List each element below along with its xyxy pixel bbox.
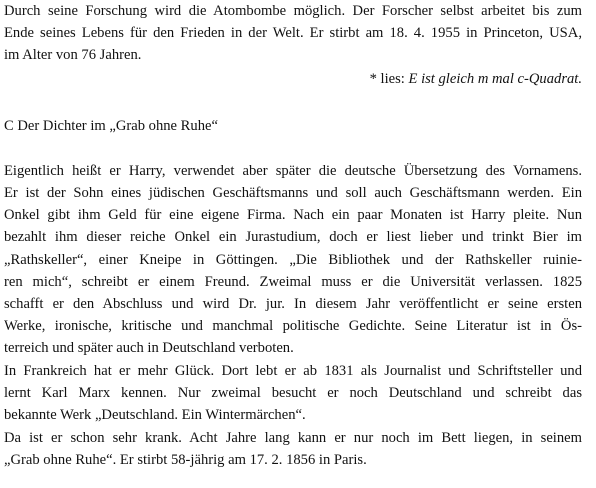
body-line-2: Er ist der Sohn eines jüdischen Geschäftsmanns und soll auch Geschäftsmann werden. Ein bbox=[4, 185, 582, 201]
footnote-formula: E ist gleich m mal c-Quadrat. bbox=[408, 71, 582, 87]
body-line-10: In Frankreich hat er mehr Glück. Dort lebt er ab 1831 als Journalist und Schriftsteller und bbox=[4, 363, 582, 379]
body-line-7: schafft er den Abschluss und wird Dr. jur. In diesem Jahr veröffentlicht er seine ersten bbox=[4, 296, 582, 312]
intro-line-3: im Alter von 76 Jahren. bbox=[4, 47, 142, 63]
body-line-4: bezahlt ihm dieser reiche Onkel ein Jurastudium, doch er liest lieber und trinkt Bier im bbox=[4, 229, 582, 245]
intro-line-2: Ende seines Lebens für den Frieden in der Welt. Er stirbt am 18. 4. 1955 in Princeton, USA, bbox=[4, 25, 582, 41]
body-line-12: bekannte Werk „Deutschland. Ein Wintermärchen“. bbox=[4, 407, 306, 423]
footnote-prefix: * lies: bbox=[369, 71, 409, 87]
body-line-8: Werke, ironische, kritische und manchmal politische Gedichte. Seine Literatur ist in Ös- bbox=[4, 318, 582, 334]
body-line-6: ren mich“, schreibt er einem Freund. Zweimal muss er die Universität verlassen. 1825 bbox=[4, 274, 582, 290]
body-line-14: „Grab ohne Ruhe“. Er stirbt 58-jährig am 17. 2. 1856 in Paris. bbox=[4, 452, 367, 468]
footnote bbox=[4, 70, 582, 88]
body-line-9: terreich und später auch in Deutschland verboten. bbox=[4, 340, 294, 356]
body-line-3: Onkel gibt ihm Geld für eine eigene Firma. Nach ein paar Monaten ist Harry pleite. Nun bbox=[4, 207, 582, 223]
section-heading: C Der Dichter im „Grab ohne Ruhe“ bbox=[4, 118, 218, 134]
body-line-5: „Rathskeller“, einer Kneipe in Göttingen. „Die Bibliothek und der Rathskeller ruinie- bbox=[4, 252, 582, 268]
body-line-11: lernt Karl Marx kennen. Nur zweimal besucht er noch Deutschland und schreibt das bbox=[4, 385, 582, 401]
body-line-13: Da ist er schon sehr krank. Acht Jahre lang kann er nur noch im Bett liegen, in seinem bbox=[4, 430, 582, 446]
body-line-1: Eigentlich heißt er Harry, verwendet aber später die deutsche Übersetzung des Vornamens. bbox=[4, 163, 582, 179]
intro-line-1: Durch seine Forschung wird die Atombombe möglich. Der Forscher selbst arbeitet bis zum bbox=[4, 3, 582, 19]
